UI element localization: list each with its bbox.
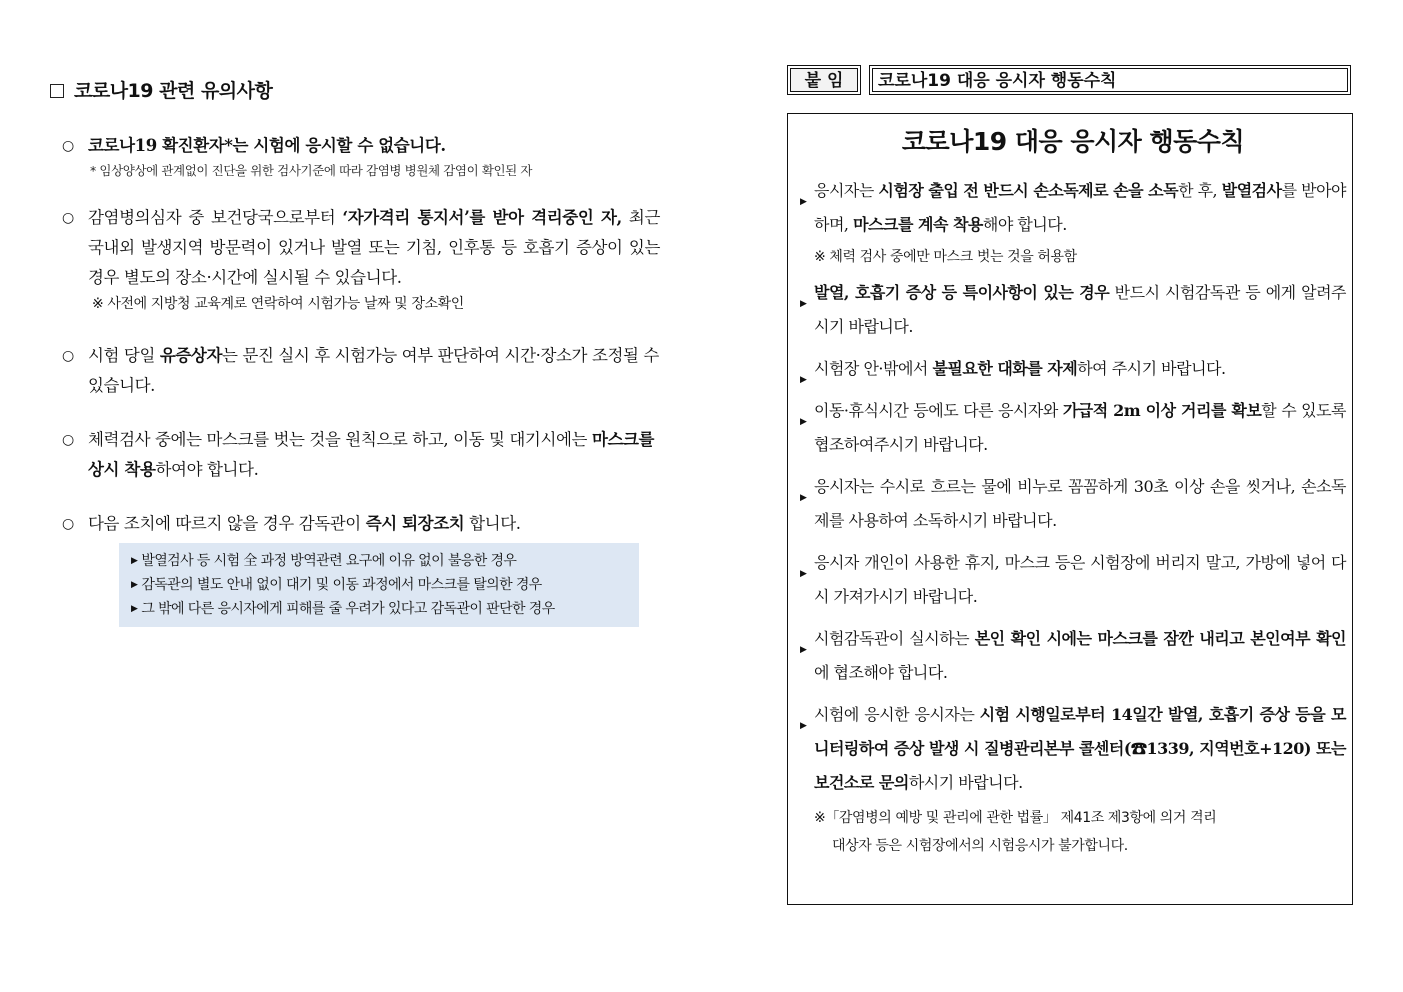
notice-text: 감염병의심자 중 보건당국으로부터: [88, 208, 343, 227]
section-title: [50, 76, 660, 103]
rule-text: 응시자 개인이 사용한 휴지, 마스크 등은 시험장에 버리지 말고, 가방에 넣어 다시 가져가시기 바랍니다.: [814, 553, 1346, 606]
notice-text: 최근 국내외 발생지역 방문력이 있거나 발열 또는 기침, 인후통 등 호흡기 증상이 있는 경우 별도의 장소·시간에 실시될 수 있습니다.: [88, 208, 660, 287]
triangle-bullet-icon: ▶: [131, 604, 138, 614]
rule-item-4: [800, 394, 1346, 462]
triangle-bullet-icon: ▶: [800, 645, 807, 655]
rule-bold-text: 발열검사: [1221, 181, 1282, 200]
quarantine-law-note: [800, 804, 1346, 860]
rule-item-8: [800, 698, 1346, 800]
rule-bold-text: 발열, 호흡기 증상 등 특이사항이 있는 경우: [814, 283, 1110, 302]
notice-item-2-note: ※ 사전에 지방청 교육계로 연락하여 시험가능 날짜 및 장소확인: [92, 296, 464, 312]
rule-item-7: [800, 622, 1346, 690]
rule-bold-text: 불필요한 대화를 자제: [932, 359, 1078, 378]
left-column: [50, 76, 660, 627]
rule-text-part: 시험에 응시한 응시자는: [814, 705, 980, 724]
expulsion-conditions-box: [119, 543, 639, 627]
rule-text-part: 하여 주시기 바랍니다.: [1077, 359, 1226, 378]
rule-bold-text: 시험장 출입 전 반드시 손소독제로 손을 소독: [878, 181, 1179, 200]
circle-bullet-icon: ○: [62, 210, 74, 226]
circle-bullet-icon: ○: [62, 516, 74, 532]
rule-item-1-note: ※ 체력 검사 중에만 마스크 벗는 것을 허용함: [814, 249, 1077, 265]
rule-text-part: 한 후,: [1178, 181, 1222, 200]
rule-bold-text: 마스크를 계속 착용: [853, 215, 983, 234]
section-title-text: 코로나19 관련 유의사항: [74, 80, 273, 102]
list-item-text: 그 밖에 다른 응시자에게 피해를 줄 우려가 있다고 감독관이 판단한 경우: [141, 601, 555, 617]
notice-item-1-text: 코로나19 확진환자*는 시험에 응시할 수 없습니다.: [88, 136, 446, 155]
law-note-line-1: ※「감염병의 예방 및 관리에 관한 법률」 제41조 제3항에 의거 격리: [814, 810, 1217, 826]
code-of-conduct-box: [787, 113, 1353, 905]
rule-bold-text: 시험 시행일로부터 14일간 발열, 호흡기 증상 등을 모니터링하여 증상 발생 시 질병관리본부 콜센터(☎1339, 지역번호+120) 또는 보건소로 문의: [814, 705, 1346, 792]
rule-text: [814, 394, 1346, 462]
notice-item-2-text: [88, 203, 660, 293]
notice-bold-text: 유증상자: [159, 346, 223, 365]
circle-bullet-icon: ○: [62, 432, 74, 448]
notice-item-1: [50, 131, 660, 161]
notice-text: 시험 당일: [88, 346, 160, 365]
triangle-bullet-icon: ▶: [800, 569, 807, 579]
triangle-bullet-icon: ▶: [800, 197, 807, 207]
rule-text: [814, 276, 1346, 344]
rule-bold-text: 본인 확인 시에는 마스크를 잠깐 내리고 본인여부 확인: [974, 629, 1347, 648]
rule-text: [814, 622, 1346, 690]
list-item: [131, 549, 633, 573]
triangle-bullet-icon: ▶: [800, 375, 807, 385]
rule-item-3: [800, 352, 1346, 386]
triangle-bullet-icon: ▶: [131, 556, 138, 566]
notice-bold-text: 즉시 퇴장조치: [365, 514, 465, 533]
rule-text-part: 응시자는: [814, 181, 879, 200]
attachment-label: 붙 임: [787, 65, 861, 95]
rule-bold-text: 가급적 2m 이상 거리를 확보: [1062, 401, 1262, 420]
rule-text-part: 에 협조해야 합니다.: [814, 663, 948, 682]
triangle-bullet-icon: ▶: [800, 493, 807, 503]
list-item: [131, 573, 633, 597]
rule-item-6: [800, 546, 1346, 614]
circle-bullet-icon: ○: [62, 348, 74, 364]
notice-bold-text: 마스크를 상시 착용: [88, 430, 655, 479]
rule-text: [814, 174, 1346, 242]
circle-bullet-icon: ○: [62, 138, 74, 154]
law-note-line-2: 대상자 등은 시험장에서의 시험응시가 불가합니다.: [832, 838, 1128, 854]
notice-text: 하여야 합니다.: [155, 460, 259, 479]
rule-text-part: 시험장 안·밖에서: [814, 359, 933, 378]
triangle-bullet-icon: ▶: [800, 299, 807, 309]
rule-text-part: 시험감독관이 실시하는: [814, 629, 975, 648]
rule-text-part: 반드시 시험감독관 등 에게 알려주시기 바랍니다.: [814, 283, 1346, 336]
triangle-bullet-icon: ▶: [800, 417, 807, 427]
triangle-bullet-icon: ▶: [131, 580, 138, 590]
notice-text: 합니다.: [464, 514, 521, 533]
rule-text-part: 를 받아야 하며,: [814, 181, 1346, 234]
rule-item-2: [800, 276, 1346, 344]
notice-text: 는 문진 실시 후 시험가능 여부 판단하여 시간·장소가 조정될 수 있습니다.: [88, 346, 659, 395]
list-item: [131, 597, 633, 621]
attachment-title: 코로나19 대응 응시자 행동수칙: [869, 65, 1351, 95]
rule-text: 응시자는 수시로 흐르는 물에 비누로 꼼꼼하게 30초 이상 손을 씻거나, 손소독제를 사용하여 소독하시기 바랍니다.: [814, 477, 1346, 530]
rule-item-5: [800, 470, 1346, 538]
code-of-conduct-heading: 코로나19 대응 응시자 행동수칙: [901, 127, 1245, 156]
rule-item-1: [800, 174, 1346, 242]
rule-text-part: 할 수 있도록 협조하여주시기 바랍니다.: [814, 401, 1347, 454]
list-item-text: 발열검사 등 시험 全 과정 방역관련 요구에 이유 없이 불응한 경우: [141, 553, 517, 569]
notice-item-2: [50, 203, 660, 293]
rule-text: [814, 698, 1346, 800]
notice-text: 다음 조치에 따르지 않을 경우 감독관이: [88, 514, 366, 533]
rule-text-part: 해야 합니다.: [982, 215, 1067, 234]
checkbox-square-icon: [50, 84, 64, 98]
rule-text-part: 하시기 바랍니다.: [908, 773, 1023, 792]
notice-item-1-footnote: * 임상양상에 관계없이 진단을 위한 검사기준에 따라 감염병 병원체 감염이 확인된 자: [90, 163, 533, 178]
rule-text-part: 이동·휴식시간 등에도 다른 응시자와: [814, 401, 1063, 420]
notice-item-5: [50, 509, 660, 539]
rule-text: [814, 352, 1346, 386]
attachment-header: [787, 65, 1353, 97]
notice-text: 체력검사 중에는 마스크를 벗는 것을 원칙으로 하고, 이동 및 대기시에는: [88, 430, 592, 449]
triangle-bullet-icon: ▶: [800, 721, 807, 731]
list-item-text: 감독관의 별도 안내 없이 대기 및 이동 과정에서 마스크를 탈의한 경우: [141, 577, 542, 593]
notice-item-3: [50, 341, 660, 401]
notice-bold-text: ‘자가격리 통지서’를 받아 격리중인 자,: [342, 208, 622, 227]
notice-item-4: [50, 425, 660, 485]
